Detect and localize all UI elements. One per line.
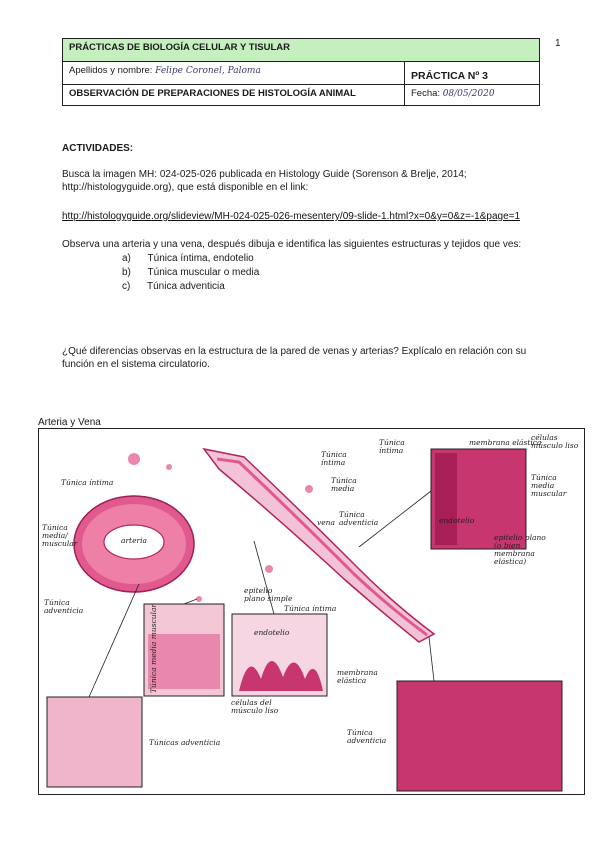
- label-epitelio-centre: epitelio plano simple: [244, 586, 293, 603]
- intima-layer: [435, 453, 457, 545]
- name-field: [63, 62, 405, 84]
- date-field: [405, 85, 539, 105]
- name-value: Felipe Coronel, Paloma: [155, 66, 261, 76]
- activity-paragraph: Busca la imagen MH: 024-025-026 publicada en Histology Guide (Sorenson & Brelje, 2014; http://histologyguide.org), que está disponible en el link:: [62, 169, 467, 193]
- pointer-line: [254, 541, 274, 614]
- practica-number: PRÁCTICA Nº 3: [411, 70, 488, 82]
- label-vena: vena: [317, 518, 335, 527]
- label-endotelio-right: endotelio: [439, 516, 475, 525]
- structure-list: [122, 252, 259, 294]
- adventitia-box: [47, 697, 142, 787]
- cell-cluster: [128, 453, 140, 465]
- label-media-muscular: Túnica media muscular: [531, 473, 567, 498]
- course-title: PRÁCTICAS DE BIOLOGÍA CELULAR Y TISULAR: [63, 39, 539, 61]
- label-intima-centre: Túnica íntima: [284, 604, 337, 613]
- label-endotelio-centre: endotelio: [254, 628, 290, 637]
- label-membrana-elastica: membrana elástica: [469, 438, 542, 447]
- list-item: c) Túnica adventicia: [122, 281, 225, 292]
- label-tunicas-adventicia: Túnicas adventicia: [149, 738, 221, 747]
- cell-cluster: [166, 464, 172, 470]
- histology-link[interactable]: http://histologyguide.org/slideview/MH-024-025-026-mesentery/09-slide-1.html?x=0&y=0&z=-1&page=1: [62, 211, 521, 222]
- list-item: b) Túnica muscular o media: [122, 267, 260, 278]
- muscle-layer: [148, 634, 220, 689]
- label-tunica-intima: Túnica íntima: [61, 478, 114, 487]
- label-arteria: arteria: [121, 536, 147, 545]
- label-adventicia-bottom: Túnica adventicia: [347, 728, 387, 745]
- histology-drawing: [38, 428, 585, 795]
- vein-magnified-box: [397, 681, 562, 791]
- name-label: Apellidos y nombre:: [69, 65, 153, 76]
- pointer-line: [184, 599, 197, 604]
- figure-title: Arteria y Vena: [38, 417, 101, 428]
- label-vein-media: Túnica media: [331, 476, 357, 493]
- label-vein-intima: Túnica íntima: [321, 450, 347, 467]
- instruction-paragraph: Observa una arteria y una vena, después dibuja e identifica las siguientes estructuras y tejidos que ves:: [62, 239, 522, 250]
- date-value: 08/05/2020: [442, 89, 495, 99]
- list-item: a) Túnica íntima, endotelio: [122, 253, 254, 264]
- label-celulas-tejido: células del músculo liso: [231, 698, 279, 715]
- cell-cluster: [305, 485, 313, 493]
- practice-subtitle: OBSERVACIÓN DE PREPARACIONES DE HISTOLOGÍA ANIMAL: [63, 85, 405, 105]
- label-tunica-adventicia: Túnica adventicia: [44, 598, 84, 615]
- label-celulas-musculo: células músculo liso: [531, 433, 579, 450]
- label-muscular-vertical: Túnica media muscular: [149, 603, 158, 693]
- label-right-intima: Túnica íntima: [379, 438, 405, 455]
- question-text: ¿Qué diferencias observas en la estructura de la pared de venas y arterias? Explícalo en relación con su función en el sistema circulatorio.: [62, 346, 527, 370]
- activities-heading: ACTIVIDADES:: [62, 143, 134, 154]
- date-label: Fecha:: [411, 88, 441, 99]
- pointer-line: [89, 584, 139, 697]
- header-table: [62, 38, 540, 106]
- label-vein-adventicia: Túnica adventicia: [339, 510, 379, 527]
- label-membrana-centre: membrana elástica: [337, 668, 378, 685]
- cell-cluster: [265, 565, 273, 573]
- label-epitelio-plano: epitelio plano (o bien membrana elástica): [494, 533, 546, 566]
- pointer-line: [429, 637, 434, 681]
- page-number: 1: [555, 38, 561, 49]
- label-tunica-media: Túnica media/ muscular: [42, 523, 78, 548]
